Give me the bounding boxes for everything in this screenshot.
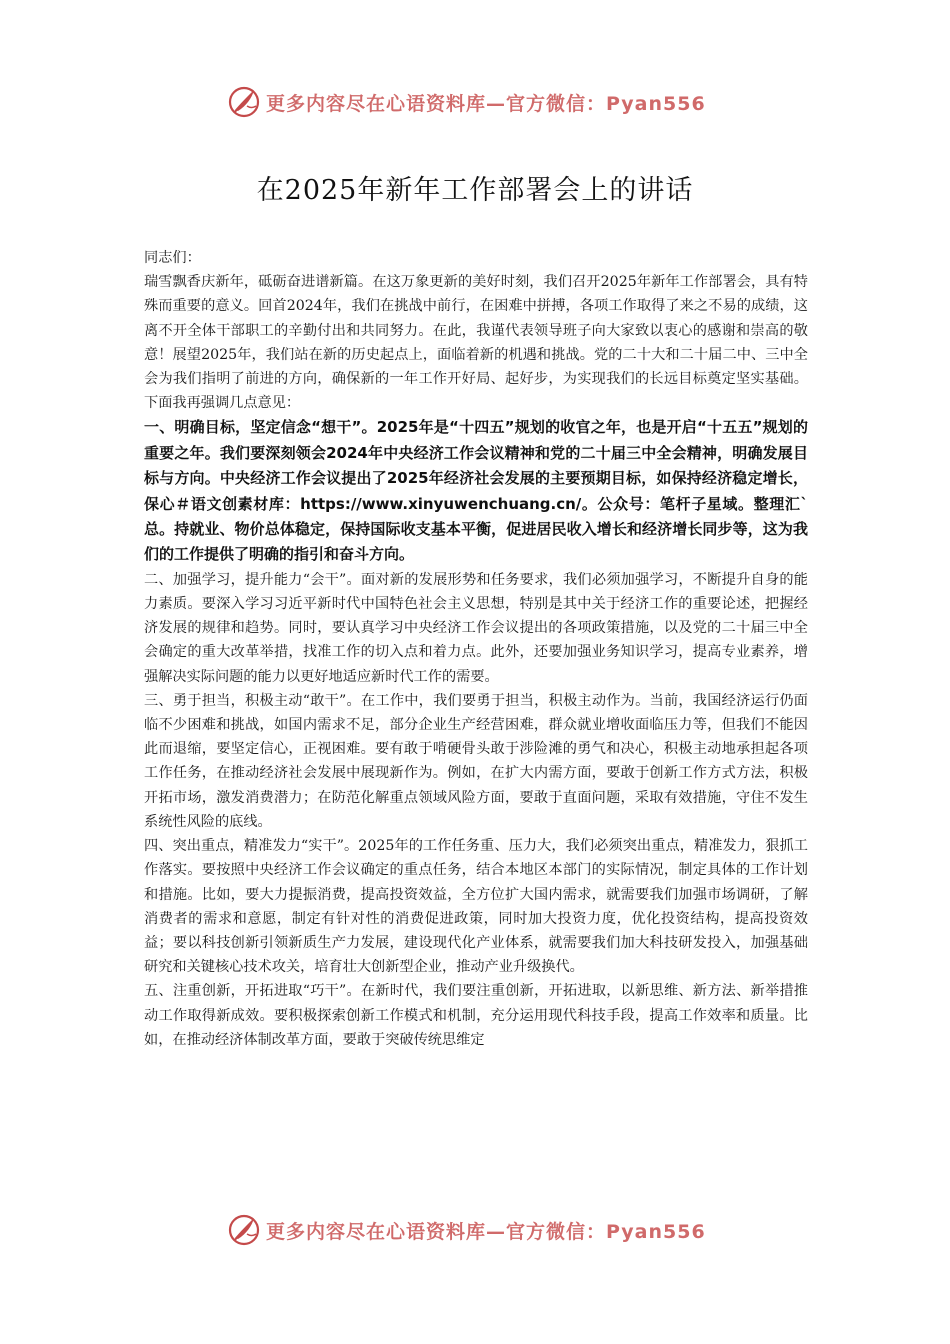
document-body <box>144 246 808 1052</box>
flame-feather-logo-icon <box>226 1212 262 1248</box>
paragraph-section-3: 三、勇于担当，积极主动“敢干”。在工作中，我们要勇于担当，积极主动作为。当前，我国经济运行仍面临不少困难和挑战，如国内需求不足，部分企业生产经营困难，群众就业增收面临压力等，但我们不能因此而退缩，要坚定信心，正视困难。要有敢于啃硬骨头敢于涉险滩的勇气和决心，积极主动地承担起各项工作任务，在推动经济社会发展中展现新作为。例如，在扩大内需方面，要敢于创新工作方式方法，积极开拓市场，激发消费潜力；在防范化解重点领域风险方面，要敢于直面问题，采取有效措施，守住不发生系统性风险的底线。 <box>144 692 808 830</box>
page-title: 在2025年新年工作部署会上的讲话 <box>256 175 694 207</box>
paragraph-section-4: 四、突出重点，精准发力“实干”。2025年的工作任务重、压力大，我们必须突出重点，精准发力，狠抓工作落实。要按照中央经济工作会议确定的重点任务，结合本地区本部门的实际情况，制定具体的工作计划和措施。比如，要大力提振消费，提高投资效益，全方位扩大国内需求，就需要我们加强市场调研，了解消费者的需求和意愿，制定有针对性的消费促进政策，同时加大投资力度，优化投资结构，提高投资效益；要以科技创新引领新质生产力发展，建设现代化产业体系，就需要我们加大科技研发投入，加强基础研究和关键核心技术攻关，培育壮大创新型企业，推动产业升级换代。 <box>144 838 808 976</box>
banner-text: 更多内容尽在心语资料库—官方微信：Pyan556 <box>266 92 706 115</box>
paragraph-section-1: 一、明确目标，坚定信念“想干”。2025年是“十四五”规划的收官之年，也是开启“十五五”规划的重要之年。我们要深刻领会2024年中央经济工作会议精神和党的二十届三中全会精神，明确发展目标与方向。中央经济工作会议提出了2025年经济社会发展的主要预期目标，如保持经济稳定增长，保心＃语文创素材库：https://www.xinyuwenchuang.cn/。公众号：笔杆子星域。整理汇`总。持就业、物价总体稳定，保持国际收支基本平衡，促进居民收入增长和经济增长同步等，这为我们的工作提供了明确的指引和奋斗方向。 <box>144 418 808 564</box>
banner-text: 更多内容尽在心语资料库—官方微信：Pyan556 <box>266 1220 706 1243</box>
paragraph-section-5: 五、注重创新，开拓进取“巧干”。在新时代，我们要注重创新，开拓进取，以新思维、新方法、新举措推动工作取得新成效。要积极探索创新工作模式和机制，充分运用现代科技手段，提高工作效率和质量。比如，在推动经济体制改革方面，要敢于突破传统思维定 <box>144 983 808 1048</box>
flame-feather-logo-icon <box>226 84 262 120</box>
footer-banner <box>226 1210 746 1250</box>
paragraph-section-2: 二、加强学习，提升能力“会干”。面对新的发展形势和任务要求，我们必须加强学习，不断提升自身的能力素质。要深入学习习近平新时代中国特色社会主义思想，特别是其中关于经济工作的重要论述，把握经济发展的规律和趋势。同时，要认真学习中央经济工作会议提出的各项政策措施，以及党的二十届三中全会确定的重大改革举措，找准工作的切入点和着力点。此外，还要加强业务知识学习，提高专业素养，增强解决实际问题的能力以更好地适应新时代工作的需要。 <box>144 571 808 685</box>
paragraph-intro: 瑞雪飘香庆新年，砥砺奋进谱新篇。在这万象更新的美好时刻，我们召开2025年新年工作部署会，具有特殊而重要的意义。回首2024年，我们在挑战中前行，在困难中拼搏，各项工作取得了来之不易的成绩，这离不开全体干部职工的辛勤付出和共同努力。在此，我谨代表领导班子向大家致以衷心的感谢和崇高的敬意！展望2025年，我们站在新的历史起点上，面临着新的机遇和挑战。党的二十大和二十届二中、三中全会为我们指明了前进的方向，确保新的一年工作开好局、起好步，为实现我们的长远目标奠定坚实基础。下面我再强调几点意见： <box>144 274 808 412</box>
header-banner <box>226 82 746 122</box>
salutation: 同志们： <box>144 250 201 266</box>
